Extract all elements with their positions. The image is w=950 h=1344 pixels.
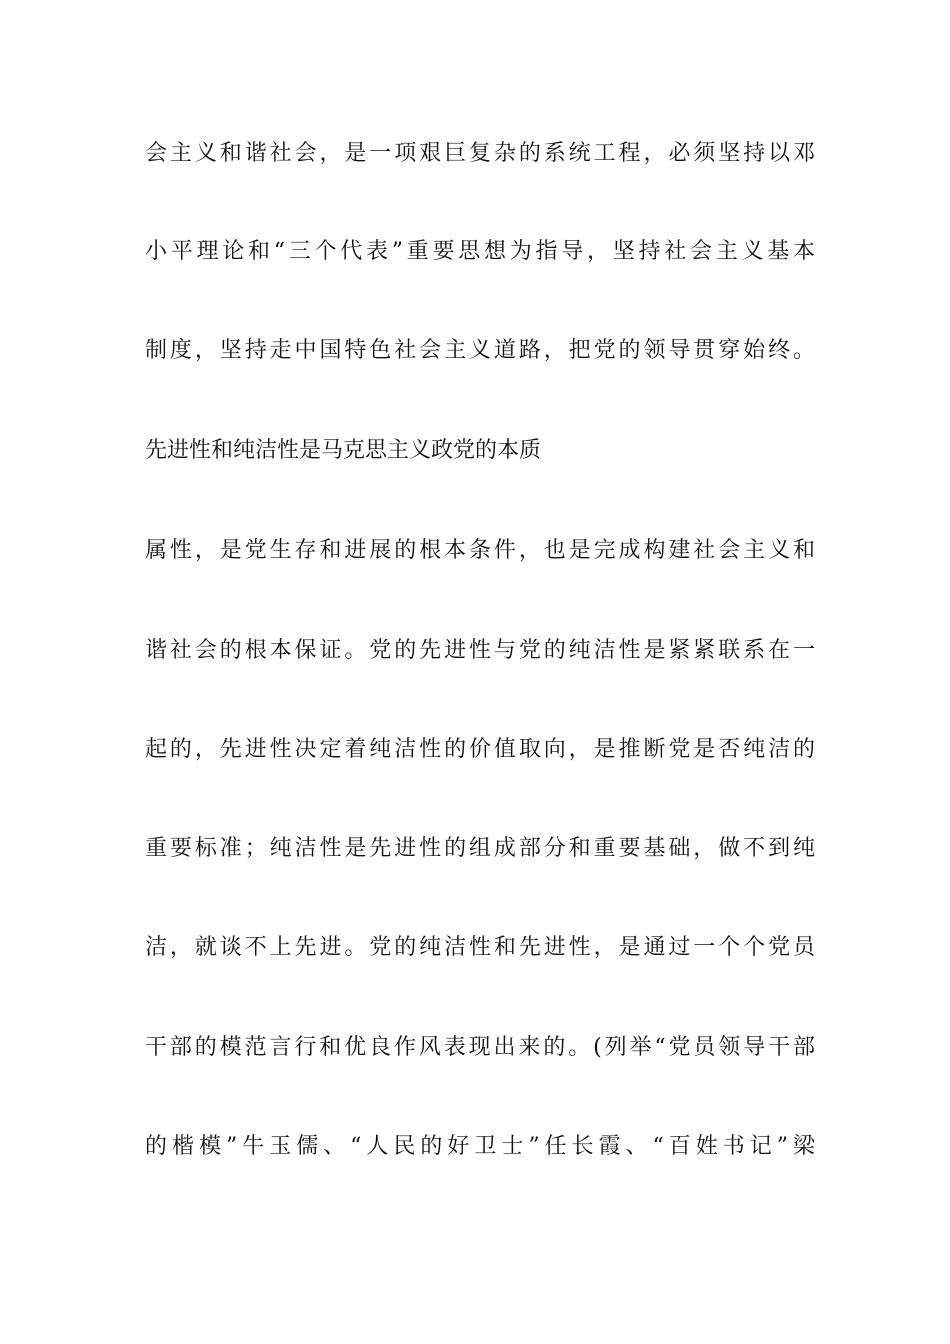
text-line-7: 起的，先进性决定着纯洁性的价值取向，是推断党是否纯洁的 <box>145 737 815 762</box>
text-line-9: 洁，就谈不上先进。党的纯洁性和先进性，是通过一个个党员 <box>145 935 815 960</box>
text-line-1: 会主义和谐社会，是一项艰巨复杂的系统工程，必须坚持以邓 <box>145 141 815 166</box>
text-line-8: 重要标准；纯洁性是先进性的组成部分和重要基础，做不到纯 <box>145 836 815 861</box>
text-line-5: 属性，是党生存和进展的根本条件，也是完成构建社会主义和 <box>145 538 815 563</box>
text-line-2: 小平理论和“三个代表”重要思想为指导，坚持社会主义基本 <box>145 239 815 264</box>
text-line-11: 的楷模”牛玉儒、“人民的好卫士”任长霞、“百姓书记”梁 <box>145 1134 815 1159</box>
text-line-10: 干部的模范言行和优良作风表现出来的。(列举“党员领导干部 <box>145 1035 815 1060</box>
text-line-6: 谐社会的根本保证。党的先进性与党的纯洁性是紧紧联系在一 <box>145 638 815 663</box>
section-heading: 先进性和纯洁性是马克思主义政党的本质 <box>145 438 542 463</box>
text-line-3: 制度，坚持走中国特色社会主义道路，把党的领导贯穿始终。 <box>145 338 815 363</box>
